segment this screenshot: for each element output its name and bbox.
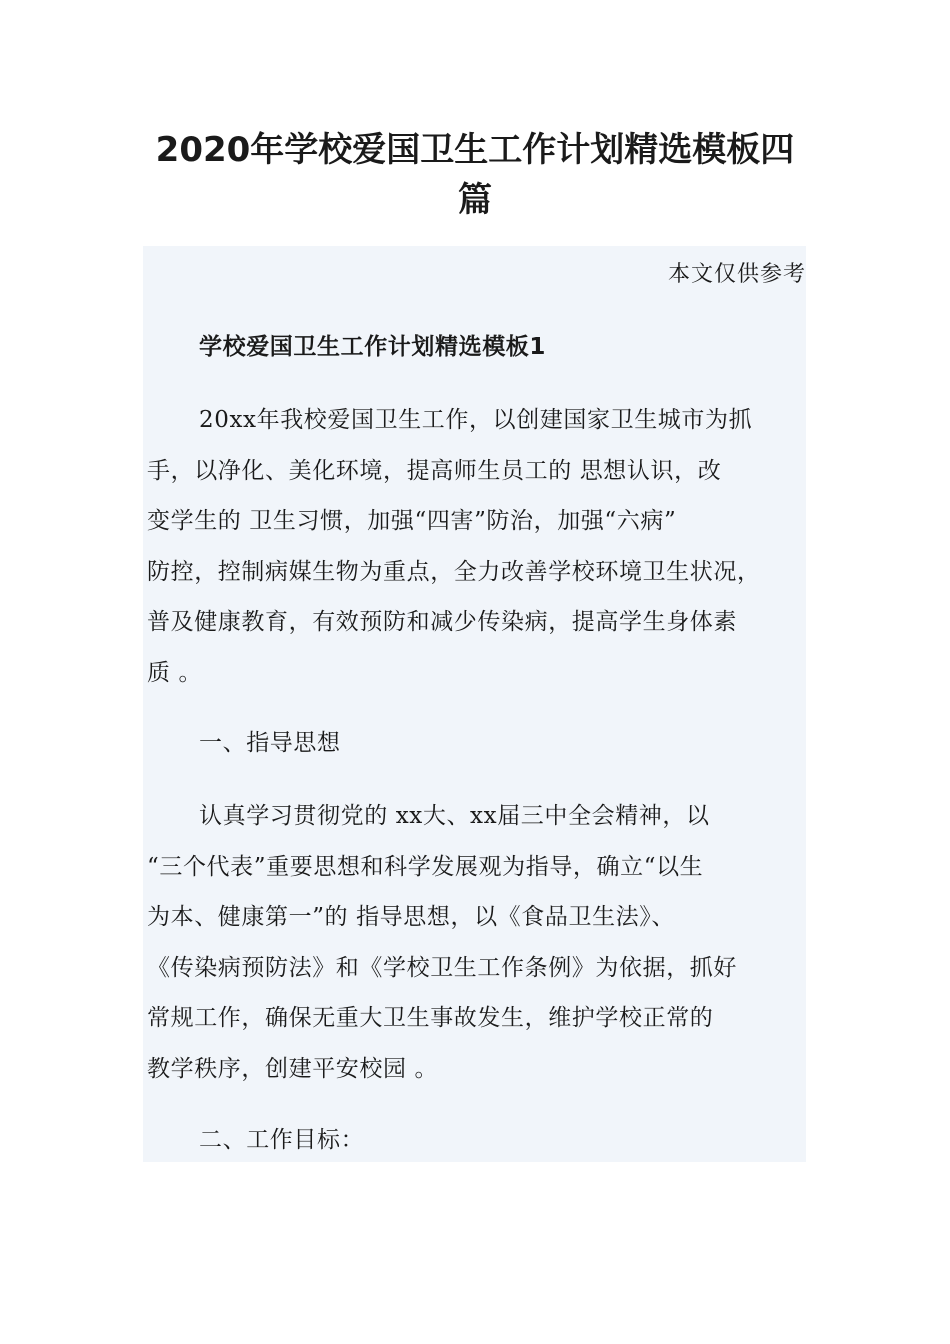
title-line-1: 2020年学校爱国卫生工作计划精选模板四 (155, 130, 795, 170)
paragraph-line: 20xx年我校爱国卫生工作，以创建国家卫生城市为抓 (199, 407, 753, 433)
paragraph-line: 教学秩序，创建平安校园 。 (147, 1055, 439, 1082)
section-2-heading: 二、工作目标： (199, 1127, 365, 1153)
section-1-heading: 一、指导思想 (199, 730, 341, 756)
paragraph-line: 防控，控制病媒生物为重点，全力改善学校环境卫生状况， (147, 558, 761, 585)
paragraph-1 (147, 395, 807, 698)
paragraph-line: 认真学习贯彻党的 xx大、xx届三中全会精神，以 (199, 803, 710, 829)
paragraph-line: 常规工作，确保无重大卫生事故发生，维护学校正常的 (147, 1005, 714, 1031)
paragraph-2 (147, 791, 807, 1094)
title-line-2: 篇 (458, 180, 492, 220)
paragraph-line: 手，以净化、美化环境，提高师生员工的 思想认识，改 (147, 457, 722, 484)
paragraph-line: 《传染病预防法》和《学校卫生工作条例》为依据，抓好 (147, 954, 737, 981)
content-panel (143, 246, 806, 1162)
paragraph-line: 为本、健康第一”的 指导思想，以《食品卫生法》、 (147, 904, 675, 930)
paragraph-line: 变学生的 卫生习惯，加强“四害”防治，加强“六病” (147, 508, 677, 534)
paragraph-line: 质 。 (147, 659, 203, 686)
section-heading: 学校爱国卫生工作计划精选模板1 (199, 334, 547, 360)
paragraph-line: 普及健康教育，有效预防和减少传染病，提高学生身体素 (147, 609, 737, 635)
paragraph-line: “三个代表”重要思想和科学发展观为指导，确立“以生 (147, 853, 704, 880)
reference-note: 本文仅供参考 (667, 262, 806, 287)
document-title (0, 125, 950, 225)
